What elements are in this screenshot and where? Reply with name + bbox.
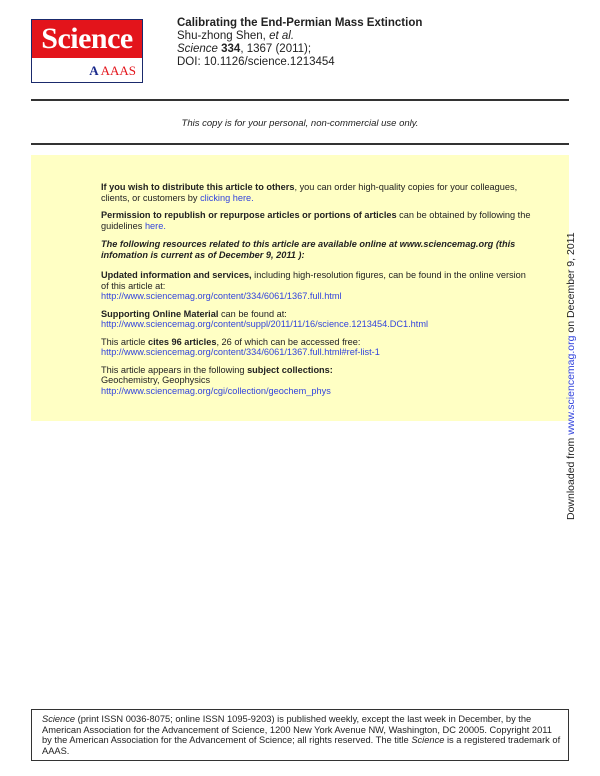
footer-journal: Science (42, 714, 76, 724)
supporting-paragraph (101, 309, 531, 330)
permission-heading: Permission to republish or repurpose articles or portions of articles (101, 210, 397, 220)
permission-text: can be obtained by following the guidelines (101, 210, 531, 231)
cites-count: cites 96 articles (147, 336, 217, 347)
science-logo (31, 19, 143, 83)
aaas-logo (89, 63, 136, 79)
cites-paragraph (101, 337, 531, 358)
permission-paragraph (101, 210, 531, 231)
footer-journal-2: Science (411, 735, 445, 746)
article-title: Calibrating the End-Permian Mass Extinction (177, 17, 423, 29)
journal-name: Science (177, 43, 218, 55)
supporting-heading: Supporting Online Material (101, 308, 219, 319)
distribute-text: , you can order high-quality copies for your colleagues, clients, or customers by (101, 182, 518, 203)
authors-text: Shu-zhong Shen, (177, 30, 266, 42)
collections-prefix: This article appears in the following (101, 364, 248, 375)
supporting-material-link[interactable]: http://www.sciencemag.org/content/suppl/2011/11/16/science.1213454.DC1.html (101, 319, 429, 329)
divider-top (31, 99, 569, 101)
ref-list-link[interactable]: http://www.sciencemag.org/content/334/6061/1367.full.html#ref-list-1 (101, 347, 380, 357)
divider-bottom (31, 143, 569, 145)
updated-paragraph (101, 270, 531, 302)
copyright-box (31, 709, 569, 761)
guidelines-here-link[interactable]: here. (144, 220, 166, 231)
personal-use-notice: This copy is for your personal, non-commercial use only. (181, 118, 419, 129)
aaas-wordmark: AAAS (100, 63, 136, 78)
collections-paragraph (101, 365, 531, 397)
article-journal (177, 43, 422, 56)
cites-text: , 26 of which can be accessed free: (216, 336, 361, 347)
copyright-text (42, 714, 562, 756)
updated-heading: Updated information and services, (101, 270, 252, 280)
resources-note: The following resources related to this article are available online at www.sciencemag.org (this infomation is current as of December 9, 2011 ): (101, 239, 516, 260)
footer-text-1: (print ISSN 0036-8075; online ISSN 1095-9203) is published weekly, except the last week in December, by the American Association for the Advancement of Science, 1200 New York Avenue NW, Washington, DC 20005. Copyright 2011 by the American Association for the Advancement of Science; all rights reserved. The title (42, 714, 552, 746)
download-note (565, 232, 577, 520)
download-prefix: Downloaded from (565, 434, 577, 520)
info-box-content (101, 182, 531, 403)
supporting-text: can be found at: (218, 308, 287, 319)
journal-volume: 334 (221, 43, 241, 55)
clicking-here-link[interactable]: clicking here. (200, 192, 254, 203)
aaas-mark-icon: A (89, 63, 99, 78)
collections-subjects: Geochemistry, Geophysics (101, 375, 211, 385)
journal-pages: , 1367 (2011); (240, 43, 312, 55)
sciencemag-link[interactable]: www.sciencemag.org (565, 335, 577, 435)
updated-text: including high-resolution figures, can be found in the online version of this article at: (101, 270, 526, 291)
collections-heading: subject collections: (247, 364, 333, 375)
article-doi: DOI: 10.1126/science.1213454 (177, 56, 335, 68)
footer-text-2: is a registered trademark of AAAS. (42, 735, 561, 756)
distribute-paragraph (101, 182, 531, 203)
collection-link[interactable]: http://www.sciencemag.org/cgi/collection/geochem_phys (101, 385, 331, 396)
full-text-link[interactable]: http://www.sciencemag.org/content/334/6061/1367.full.html (101, 291, 342, 301)
science-wordmark: Science (32, 20, 142, 58)
distribute-heading: If you wish to distribute this article to others (101, 182, 295, 192)
authors-etal: et al. (269, 30, 295, 42)
article-citation (177, 17, 422, 69)
article-authors (177, 30, 422, 43)
download-date: on December 9, 2011 (565, 232, 577, 336)
cites-prefix: This article (101, 336, 148, 347)
